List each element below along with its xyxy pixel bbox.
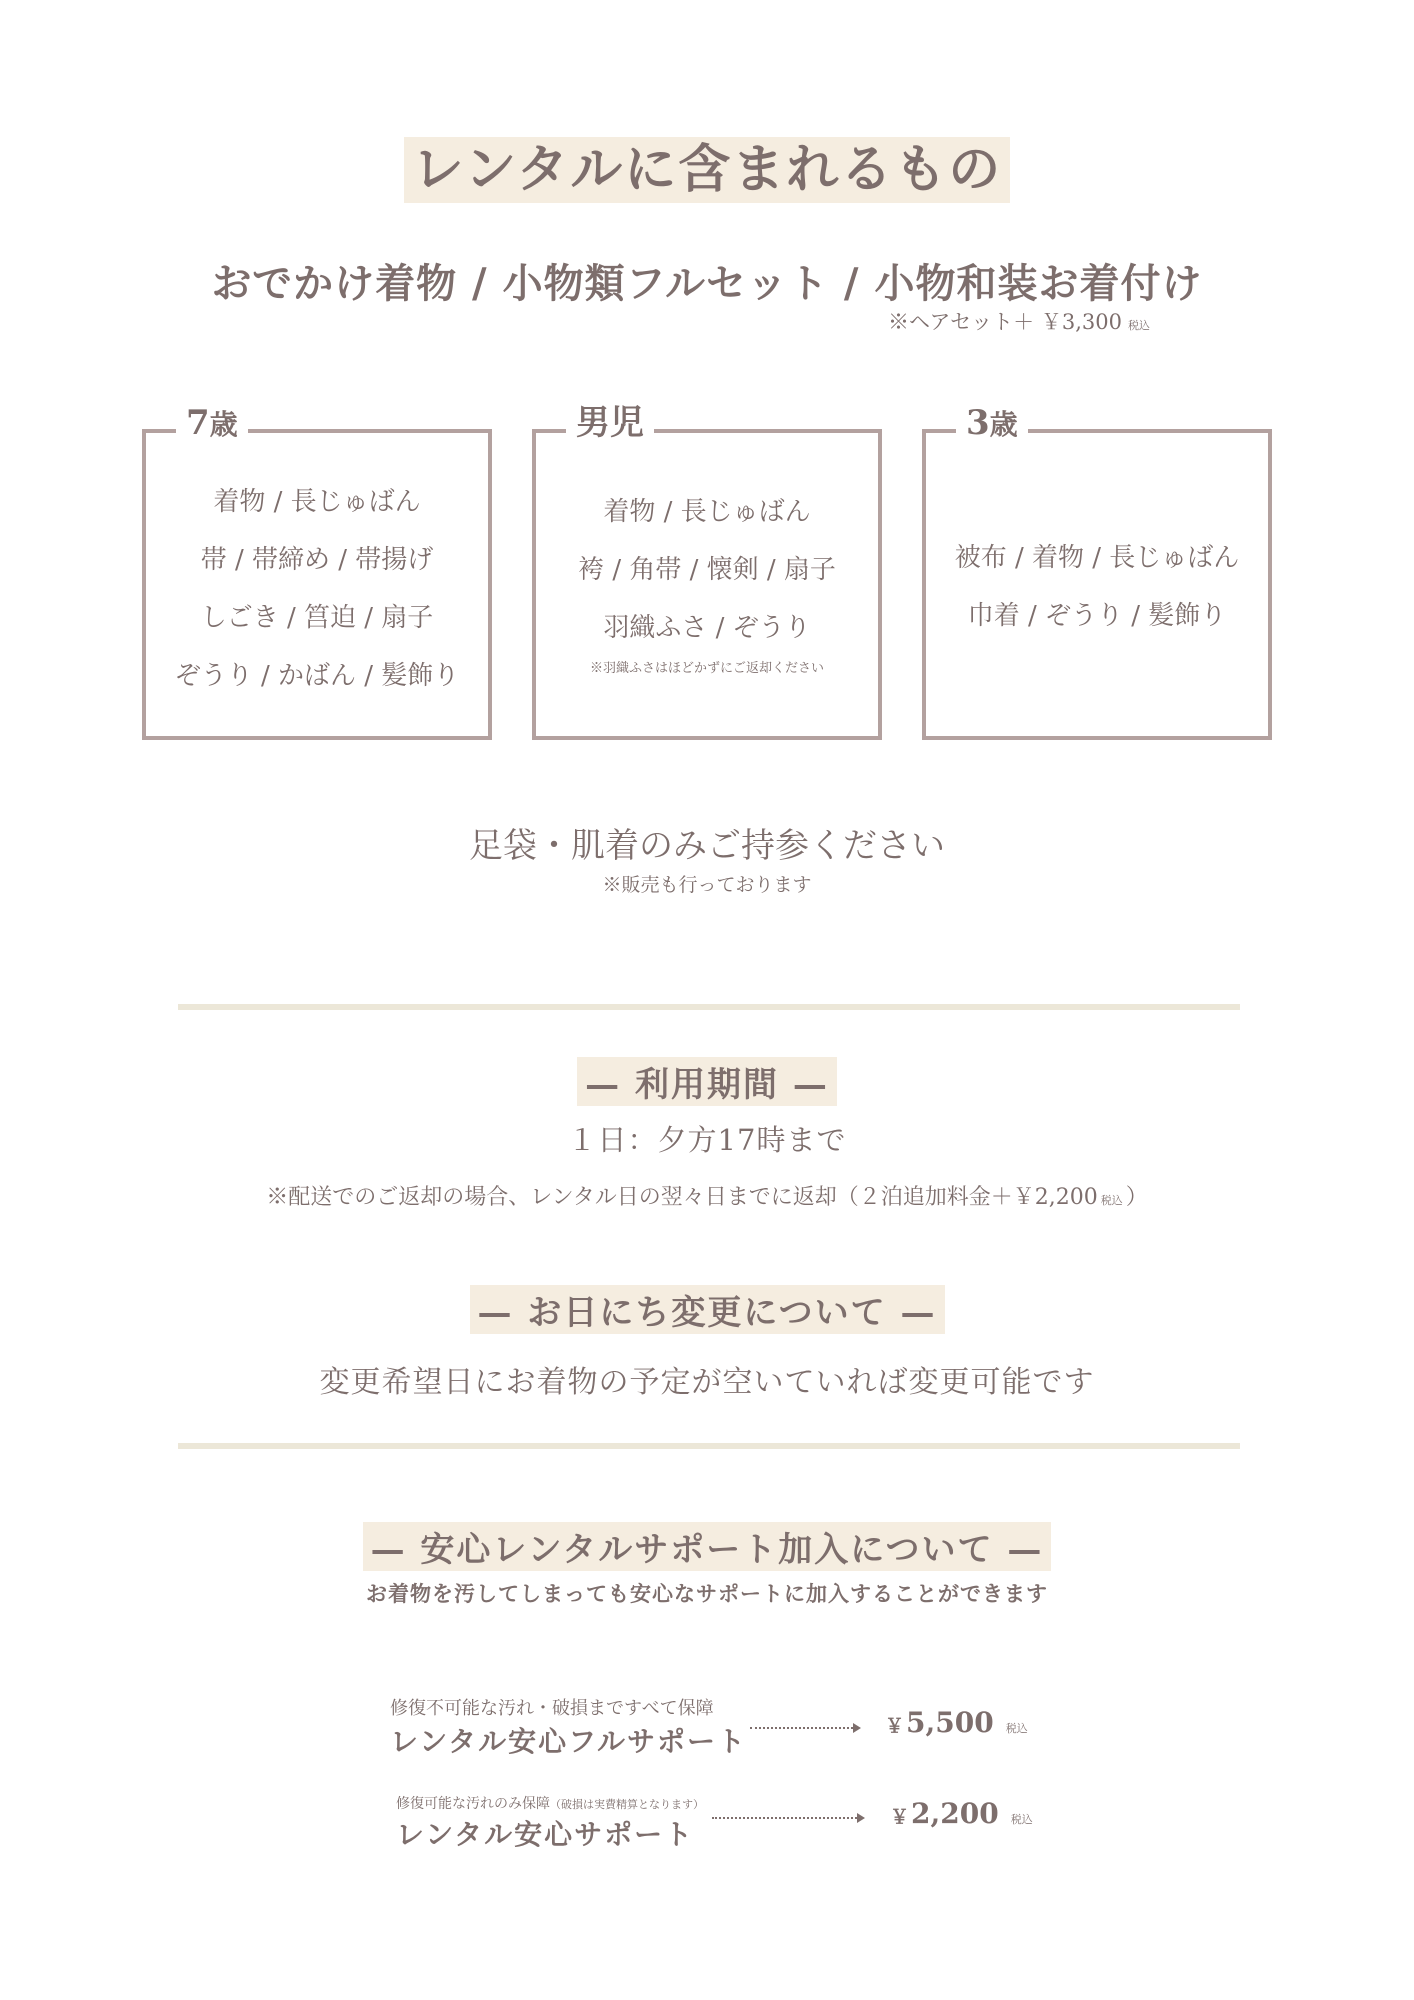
included-items-summary: おでかけ着物 / 小物類フルセット / 小物和装お着付け <box>211 260 1203 307</box>
hair-set-note <box>888 306 1150 336</box>
page-title <box>0 137 1414 203</box>
section-heading-date-change: — お日にち変更について — <box>0 1285 1414 1334</box>
item-list <box>926 529 1268 645</box>
plan-support <box>396 1793 704 1853</box>
support-description: お着物を汚してしまっても安心なサポートに加入することができます <box>366 1581 1048 1606</box>
bring-note: ※販売も行っております <box>602 874 812 896</box>
bring-notice: 足袋・肌着のみご持参ください <box>469 826 945 866</box>
box-7-years <box>142 403 492 740</box>
date-change-text: 変更希望日にお着物の予定が空いていれば変更可能です <box>319 1365 1095 1400</box>
plan-name: レンタル安心フルサポート <box>390 1725 748 1758</box>
dotted-arrow-icon <box>712 1817 857 1819</box>
list-item: 着物 / 長じゅばん <box>213 487 421 517</box>
box-label: 7歳 <box>176 401 248 447</box>
section-heading-support: — 安心レンタルサポート加入について — <box>0 1522 1414 1571</box>
item-list <box>536 483 878 657</box>
divider <box>178 1004 1240 1010</box>
dotted-arrow-icon <box>750 1727 853 1729</box>
box-3-years <box>922 403 1272 740</box>
box-label: 男児 <box>566 401 654 445</box>
list-item: 巾着 / ぞうり / 髪飾り <box>967 601 1227 631</box>
list-item: しごき / 筥迫 / 扇子 <box>200 603 434 633</box>
list-item: 羽織ふさ / ぞうり <box>603 613 811 643</box>
box-boys <box>532 403 882 740</box>
period-text: １日：夕方17時まで <box>567 1123 847 1157</box>
list-item: ぞうり / かばん / 髪飾り <box>174 661 460 691</box>
plan-description: 修復可能な汚れのみ保障（破損は実費精算となります） <box>396 1796 704 1812</box>
list-item: 袴 / 角帯 / 懐剣 / 扇子 <box>578 555 836 585</box>
plan-price: ￥5,500 税込 <box>885 1706 1028 1739</box>
list-item: 帯 / 帯締め / 帯揚げ <box>200 545 434 575</box>
box-label: 3歳 <box>956 401 1028 447</box>
hair-set-price: ※ヘアセット＋ ￥3,300 <box>888 310 1122 334</box>
plan-full-support <box>390 1694 747 1760</box>
plan-name: レンタル安心サポート <box>396 1818 695 1851</box>
section-heading-period: — 利用期間 — <box>0 1057 1414 1106</box>
tax-label: 税込 <box>1127 319 1150 332</box>
box-note: ※羽織ふさはほどかずにご返却ください <box>589 661 824 676</box>
page-title-text: レンタルに含まれるもの <box>404 137 1011 203</box>
period-note: ※配送でのご返却の場合、レンタル日の翌々日までに返却（２泊追加料金＋￥2,200 税込 ） <box>266 1185 1148 1210</box>
plan-price: ￥2,200 税込 <box>890 1797 1033 1830</box>
plan-description: 修復不可能な汚れ・破損まですべて保障 <box>390 1698 714 1719</box>
list-item: 被布 / 着物 / 長じゅばん <box>954 543 1240 573</box>
divider <box>178 1443 1240 1449</box>
item-list <box>146 473 488 705</box>
list-item: 着物 / 長じゅばん <box>603 497 811 527</box>
